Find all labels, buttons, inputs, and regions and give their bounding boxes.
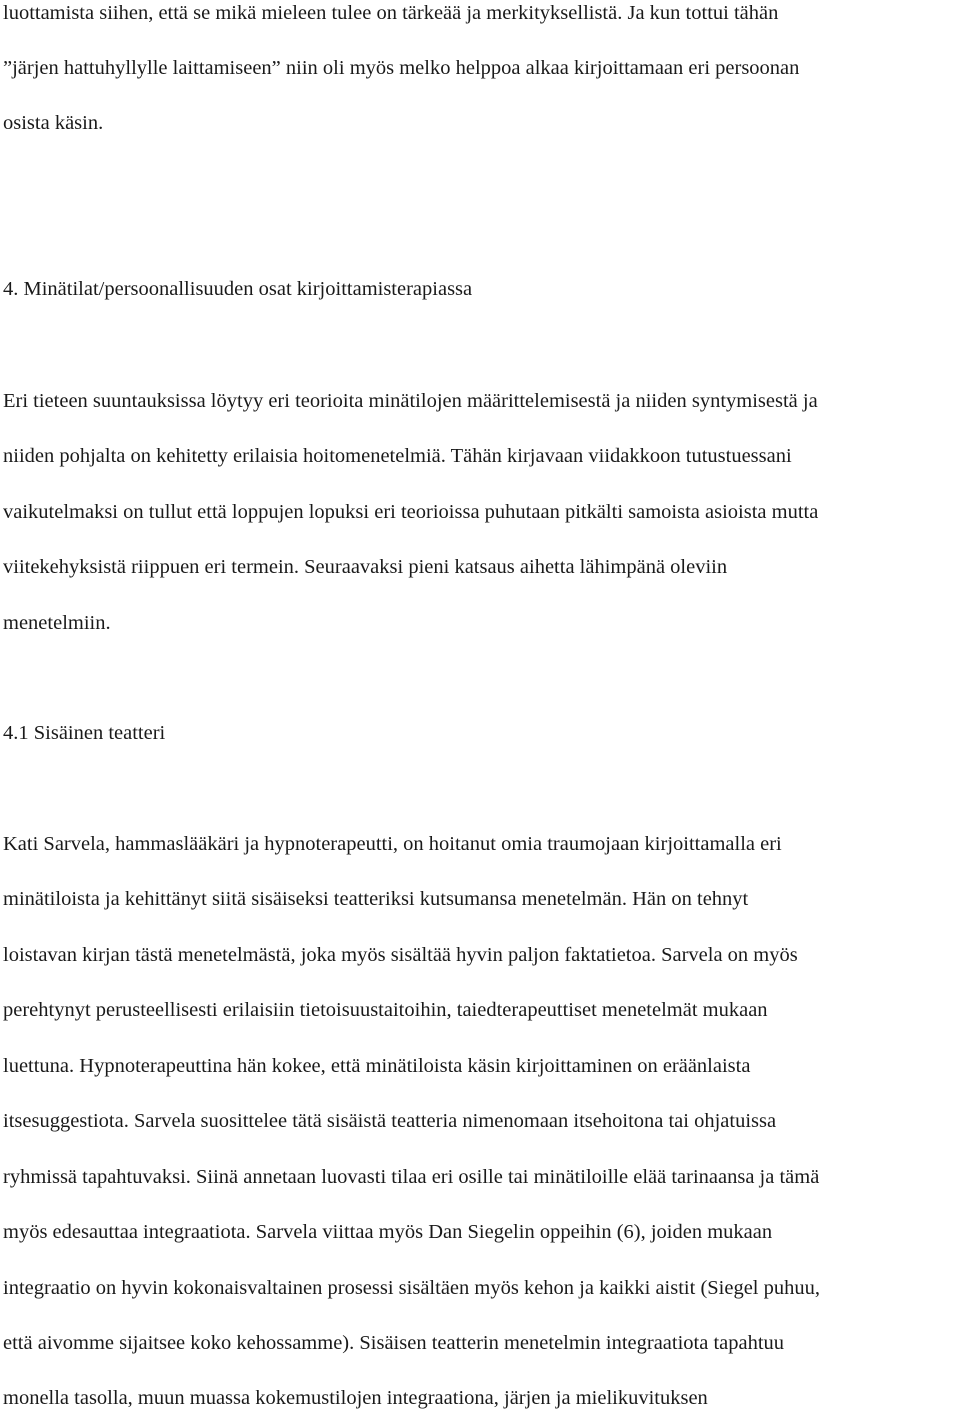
paragraph-line: vaikutelmaksi on tullut että loppujen lopuksi eri teorioissa puhutaan pitkälti samoista asioista mutta — [3, 501, 819, 523]
paragraph-line: ryhmissä tapahtuvaksi. Siinä annetaan luovasti tilaa eri osille tai minätiloille elää tarinaansa ja tämä — [3, 1166, 820, 1188]
section-heading: 4. Minätilat/persoonallisuuden osat kirjoittamisterapiassa — [3, 278, 473, 300]
paragraph-line: että aivomme sijaitsee koko kehossamme). Sisäisen teatterin menetelmin integraatiota tapahtuu — [3, 1332, 785, 1354]
paragraph-line: perehtynyt perusteellisesti erilaisiin tietoisuustaitoihin, taiedterapeuttiset menetelmät mukaan — [3, 999, 768, 1021]
paragraph-line: viitekehyksistä riippuen eri termein. Seuraavaksi pieni katsaus aihetta lähimpänä oleviin — [3, 556, 728, 578]
paragraph-line: minätiloista ja kehittänyt siitä sisäiseksi teatteriksi kutsumansa menetelmän. Hän on tehnyt — [3, 888, 749, 910]
paragraph-line: menetelmiin. — [3, 612, 111, 634]
paragraph-line: monella tasolla, muun muassa kokemustilojen integraationa, järjen ja mielikuvituksen — [3, 1387, 708, 1409]
intro-line: osista käsin. — [3, 112, 104, 134]
paragraph-line: loistavan kirjan tästä menetelmästä, joka myös sisältää hyvin paljon faktatietoa. Sarvela on myös — [3, 944, 798, 966]
paragraph-line: itsesuggestiota. Sarvela suosittelee tätä sisäistä teatteria nimenomaan itsehoitona tai ohjatuissa — [3, 1110, 777, 1132]
subsection-heading: 4.1 Sisäinen teatteri — [3, 722, 166, 744]
intro-line: ”järjen hattuhyllylle laittamiseen” niin oli myös melko helppoa alkaa kirjoittamaan eri persoonan — [3, 57, 800, 79]
paragraph-line: Eri tieteen suuntauksissa löytyy eri teorioita minätilojen määrittelemisestä ja niiden syntymisestä ja — [3, 390, 818, 412]
paragraph-line: myös edesauttaa integraatiota. Sarvela viittaa myös Dan Siegelin oppeihin (6), joiden mukaan — [3, 1221, 773, 1243]
paragraph-line: Kati Sarvela, hammaslääkäri ja hypnoterapeutti, on hoitanut omia traumojaan kirjoittamalla eri — [3, 833, 782, 855]
intro-line: luottamista siihen, että se mikä mieleen tulee on tärkeää ja merkityksellistä. Ja kun tottui tähän — [3, 2, 779, 24]
paragraph-line: integraatio on hyvin kokonaisvaltainen prosessi sisältäen myös kehon ja kaikki aistit (Siegel puhuu, — [3, 1277, 821, 1299]
paragraph-line: luettuna. Hypnoterapeuttina hän kokee, että minätiloista käsin kirjoittaminen on eräänlaista — [3, 1055, 751, 1077]
paragraph-line: niiden pohjalta on kehitetty erilaisia hoitomenetelmiä. Tähän kirjavaan viidakkoon tutustuessani — [3, 445, 792, 467]
